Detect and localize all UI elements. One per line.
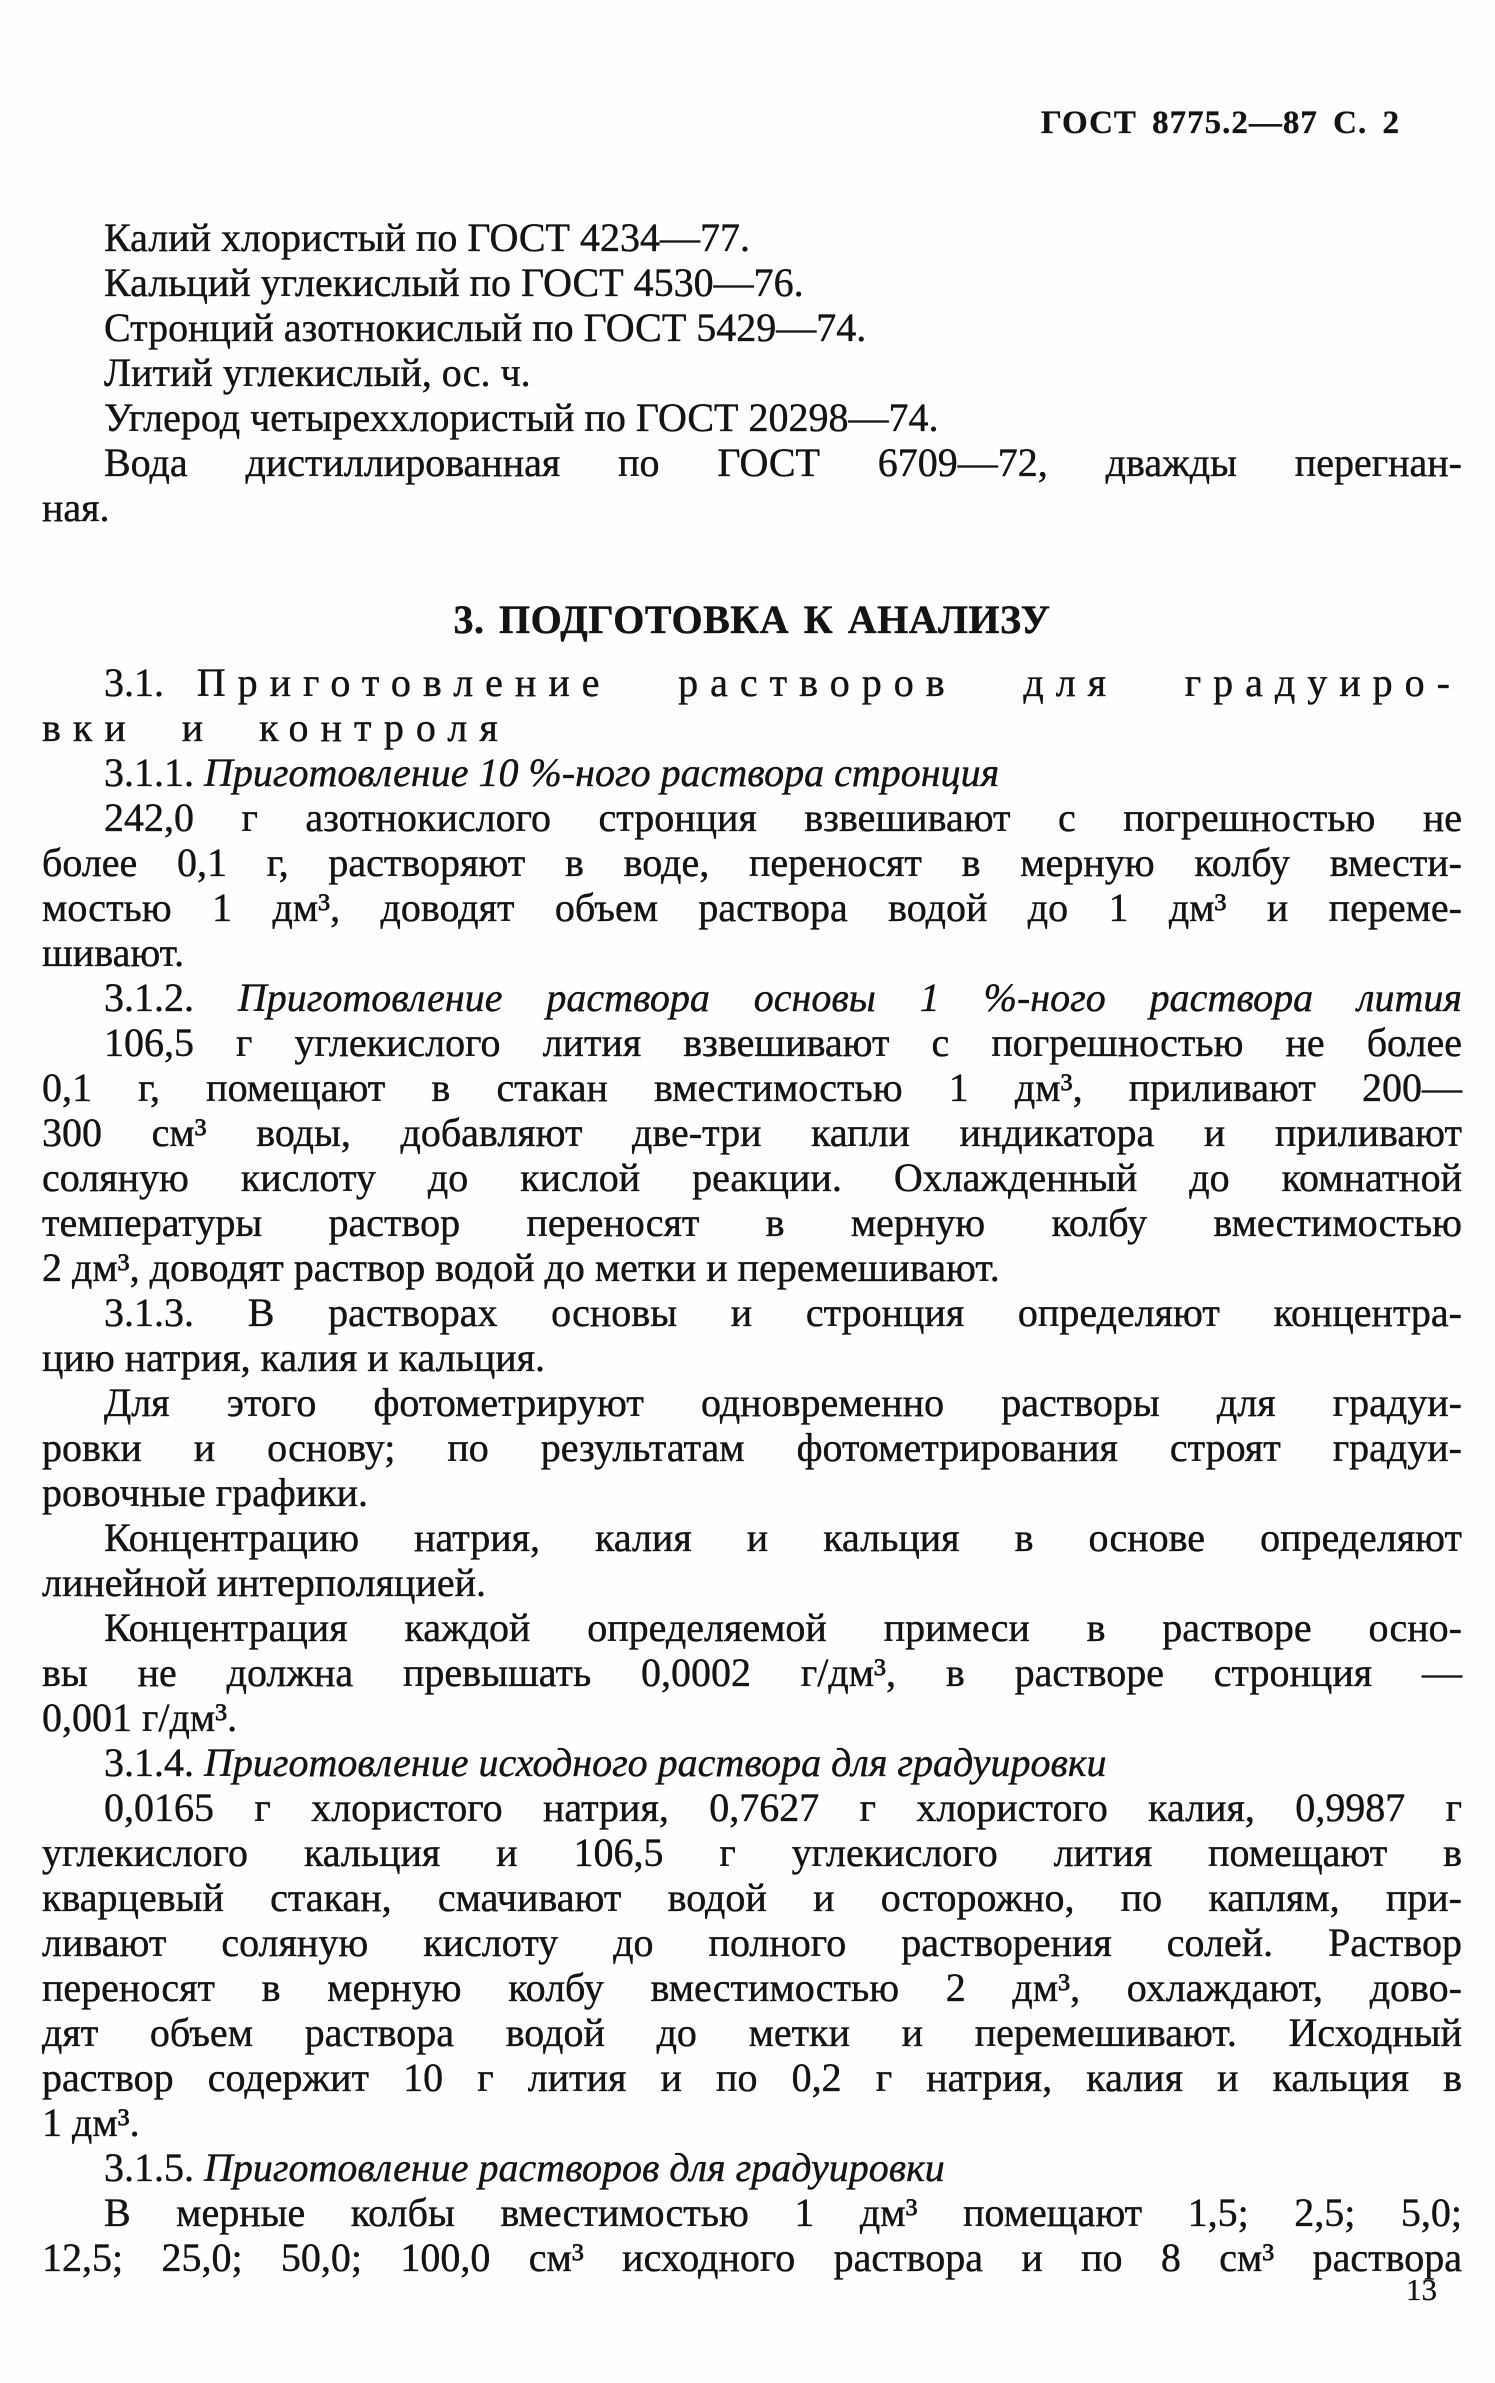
text-line bbox=[42, 930, 1462, 975]
text-segment: температуры раствор переносят в мерную колбу вместимостью bbox=[42, 1200, 1462, 1245]
text-segment: ливают соляную кислоту до полного растворения солей. Раствор bbox=[42, 1920, 1462, 1965]
text-line bbox=[42, 1290, 1462, 1335]
text-line bbox=[42, 1380, 1462, 1425]
text-segment: цию натрия, калия и кальция. bbox=[42, 1335, 546, 1380]
text-line bbox=[42, 975, 1462, 1020]
italic-text-segment: Приготовление растворов для градуировки bbox=[204, 2145, 945, 2190]
text-segment: Вода дистиллированная по ГОСТ 6709—72, дважды перегнан- bbox=[104, 440, 1462, 485]
text-column bbox=[42, 215, 1462, 2280]
text-segment: углекислого кальция и 106,5 г углекислого лития помещают в bbox=[42, 1830, 1462, 1875]
text-segment: вки и контроля bbox=[42, 705, 510, 750]
text-segment: ровочные графики. bbox=[42, 1470, 369, 1515]
text-line bbox=[42, 440, 1462, 485]
text-line bbox=[42, 395, 1462, 440]
text-line bbox=[42, 1020, 1462, 1065]
text-line bbox=[42, 1695, 1462, 1740]
text-segment: соляную кислоту до кислой реакции. Охлажденный до комнатной bbox=[42, 1155, 1462, 1200]
text-segment: ная. bbox=[42, 485, 110, 530]
text-segment: 242,0 г азотнокислого стронция взвешивают с погрешностью не bbox=[104, 795, 1462, 840]
text-line bbox=[42, 1965, 1462, 2010]
text-line bbox=[42, 1920, 1462, 1965]
text-line bbox=[42, 840, 1462, 885]
text-segment: 3.1. bbox=[104, 660, 197, 705]
text-segment: Калий хлористый по ГОСТ 4234—77. bbox=[104, 215, 750, 260]
text-segment: 0,0165 г хлористого натрия, 0,7627 г хлористого калия, 0,9987 г bbox=[104, 1785, 1462, 1830]
text-segment: Кальций углекислый по ГОСТ 4530—76. bbox=[104, 260, 804, 305]
text-segment: 0,1 г, помещают в стакан вместимостью 1 дм³, приливают 200— bbox=[42, 1065, 1462, 1110]
text-line bbox=[42, 2145, 1462, 2190]
text-line bbox=[42, 1200, 1462, 1245]
running-header: ГОСТ 8775.2—87 С. 2 bbox=[1040, 105, 1400, 141]
text-line bbox=[42, 795, 1462, 840]
text-segment: 3.1.5. bbox=[104, 2145, 204, 2190]
text-segment: 3.1.1. bbox=[104, 750, 204, 795]
text-segment: 300 см³ воды, добавляют две-три капли индикатора и приливают bbox=[42, 1110, 1462, 1155]
text-segment: переносят в мерную колбу вместимостью 2 дм³, охлаждают, дово- bbox=[42, 1965, 1462, 2010]
text-line bbox=[42, 1650, 1462, 1695]
text-line bbox=[42, 1335, 1462, 1380]
text-line bbox=[42, 705, 1462, 750]
text-line bbox=[42, 260, 1462, 305]
text-line bbox=[42, 350, 1462, 395]
text-segment: 1 дм³. bbox=[42, 2100, 140, 2145]
text-line bbox=[42, 2190, 1462, 2235]
text-line bbox=[42, 1785, 1462, 1830]
text-line bbox=[42, 1155, 1462, 1200]
text-line bbox=[42, 305, 1462, 350]
text-segment: Концентрация каждой определяемой примеси в растворе осно- bbox=[104, 1605, 1462, 1650]
text-segment: Литий углекислый, ос. ч. bbox=[104, 350, 531, 395]
text-segment: 106,5 г углекислого лития взвешивают с погрешностью не более bbox=[104, 1020, 1462, 1065]
text-segment: Приготовление растворов для градуиро- bbox=[196, 660, 1462, 705]
text-line bbox=[42, 485, 1462, 530]
text-line bbox=[42, 1515, 1462, 1560]
section-content-block bbox=[42, 660, 1462, 2280]
text-line bbox=[42, 1110, 1462, 1155]
section-heading: 3. ПОДГОТОВКА К АНАЛИЗУ bbox=[453, 597, 1051, 642]
text-segment: ровки и основу; по результатам фотометрирования строят градуи- bbox=[42, 1425, 1462, 1470]
text-segment: кварцевый стакан, смачивают водой и осторожно, по каплям, при- bbox=[42, 1875, 1462, 1920]
text-line bbox=[42, 1470, 1462, 1515]
text-segment: раствор содержит 10 г лития и по 0,2 г натрия, калия и кальция в bbox=[42, 2055, 1462, 2100]
text-line bbox=[42, 750, 1462, 795]
text-line bbox=[42, 1425, 1462, 1470]
text-segment: 3.1.2. bbox=[104, 975, 238, 1020]
text-segment: 3.1.4. bbox=[104, 1740, 204, 1785]
text-line bbox=[42, 2055, 1462, 2100]
text-segment: Стронций азотнокислый по ГОСТ 5429—74. bbox=[104, 305, 867, 350]
page-number: 13 bbox=[1406, 2272, 1437, 2307]
text-line bbox=[42, 2235, 1462, 2280]
text-segment: Концентрацию натрия, калия и кальция в основе определяют bbox=[104, 1515, 1462, 1560]
text-line bbox=[42, 1560, 1462, 1605]
italic-text-segment: Приготовление исходного раствора для градуировки bbox=[204, 1740, 1107, 1785]
text-line bbox=[42, 1875, 1462, 1920]
text-line bbox=[42, 2100, 1462, 2145]
text-line bbox=[42, 660, 1462, 705]
text-line bbox=[42, 1065, 1462, 1110]
text-line bbox=[42, 1605, 1462, 1650]
text-line bbox=[42, 1830, 1462, 1875]
italic-text-segment: Приготовление 10 %-ного раствора стронция bbox=[204, 750, 1000, 795]
text-line bbox=[42, 2010, 1462, 2055]
text-segment: линейной интерполяцией. bbox=[42, 1560, 487, 1605]
text-segment: дят объем раствора водой до метки и перемешивают. Исходный bbox=[42, 2010, 1462, 2055]
text-segment: более 0,1 г, растворяют в воде, переносят в мерную колбу вмести- bbox=[42, 840, 1462, 885]
italic-text-segment: Приготовление раствора основы 1 %-ного раствора лития bbox=[237, 975, 1462, 1020]
text-line bbox=[42, 1740, 1462, 1785]
text-segment: 0,001 г/дм³. bbox=[42, 1695, 238, 1740]
text-segment: 12,5; 25,0; 50,0; 100,0 см³ исходного раствора и по 8 см³ раствора bbox=[42, 2235, 1462, 2280]
text-segment: В мерные колбы вместимостью 1 дм³ помещают 1,5; 2,5; 5,0; bbox=[104, 2190, 1462, 2235]
text-segment: Для этого фотометрируют одновременно растворы для градуи- bbox=[104, 1380, 1462, 1425]
text-segment: мостью 1 дм³, доводят объем раствора водой до 1 дм³ и переме- bbox=[42, 885, 1462, 930]
text-segment: 2 дм³, доводят раствор водой до метки и перемешивают. bbox=[42, 1245, 1000, 1290]
text-segment: вы не должна превышать 0,0002 г/дм³, в растворе стронция — bbox=[42, 1650, 1462, 1695]
text-line bbox=[42, 215, 1462, 260]
intro-paragraph-block bbox=[42, 215, 1462, 530]
text-segment: шивают. bbox=[42, 930, 185, 975]
text-segment: 3.1.3. В растворах основы и стронция определяют концентра- bbox=[104, 1290, 1462, 1335]
text-line bbox=[42, 885, 1462, 930]
text-line bbox=[42, 1245, 1462, 1290]
text-segment: Углерод четыреххлористый по ГОСТ 20298—74. bbox=[104, 395, 939, 440]
